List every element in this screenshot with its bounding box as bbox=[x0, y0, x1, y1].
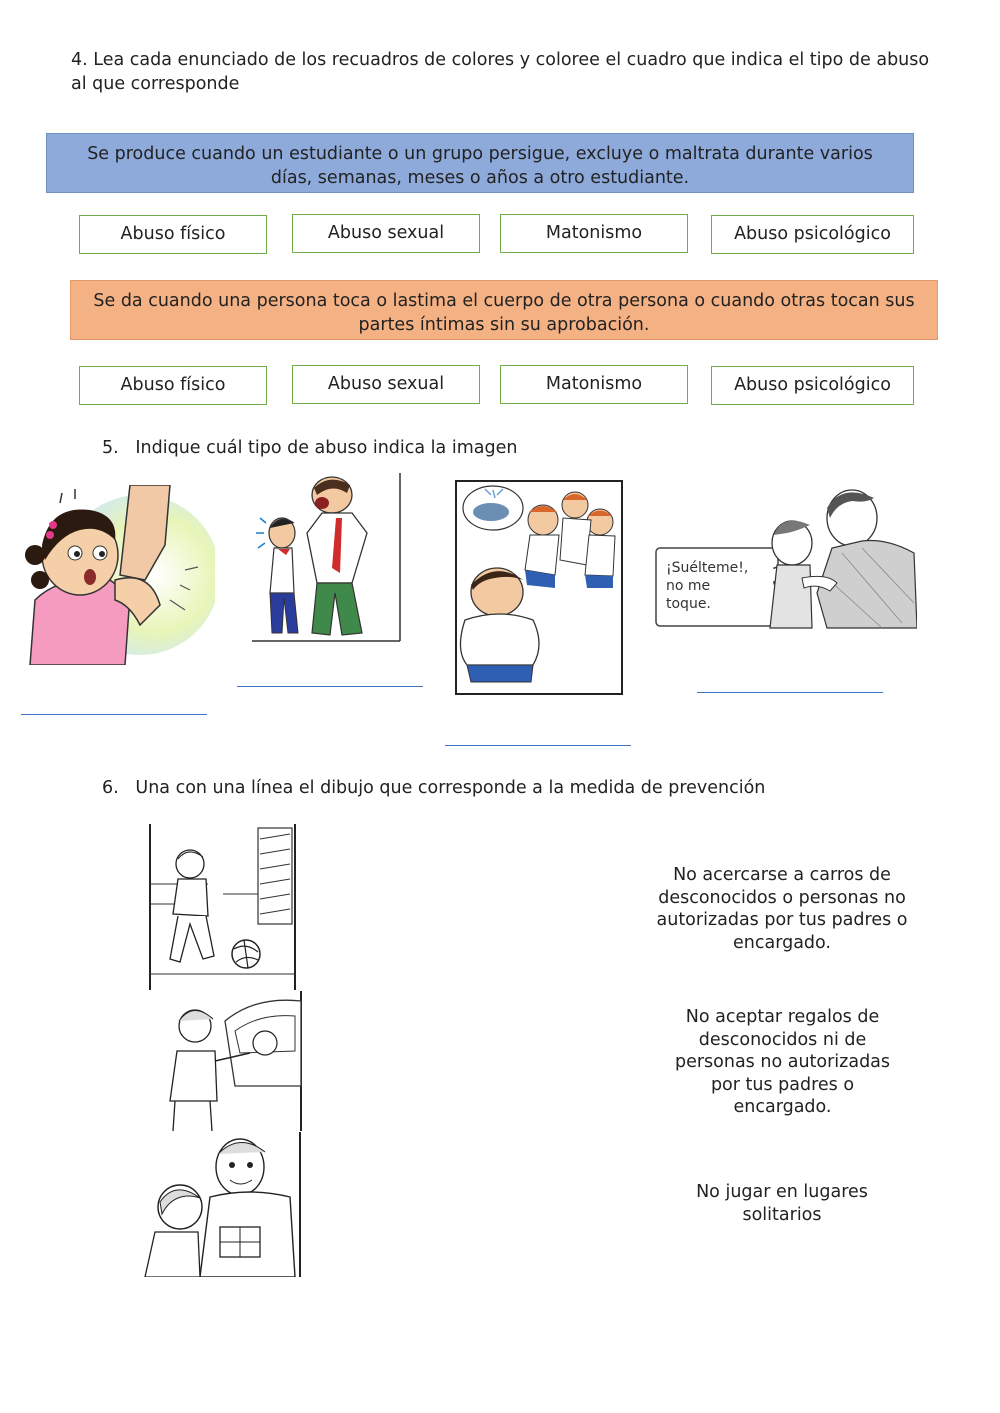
image-girl-grabbed-arm bbox=[20, 485, 215, 665]
q4-s2-option-abuso-sexual[interactable]: Abuso sexual bbox=[292, 365, 480, 404]
answer-line-image-4[interactable] bbox=[697, 692, 883, 693]
q4-s2-option-abuso-psicologico[interactable]: Abuso psicológico bbox=[711, 366, 914, 405]
q4-s1-option-matonismo[interactable]: Matonismo bbox=[500, 214, 688, 253]
q4-statement-2 bbox=[70, 280, 938, 340]
answer-line-image-2[interactable] bbox=[237, 686, 423, 687]
q4-s1-option-abuso-sexual[interactable]: Abuso sexual bbox=[292, 214, 480, 253]
answer-line-image-3[interactable] bbox=[445, 745, 631, 746]
image-bullying-boys bbox=[455, 480, 623, 695]
q4-statement-1 bbox=[46, 133, 914, 193]
speech-line-2: no me bbox=[666, 578, 711, 594]
prevention-measure-gifts[interactable]: No aceptar regalos de desconocidos ni de personas no autorizadas por tus padres o encargado. bbox=[674, 1007, 891, 1117]
q4-s1-option-abuso-fisico[interactable]: Abuso físico bbox=[79, 215, 267, 254]
q4-s1-option-abuso-psicologico[interactable]: Abuso psicológico bbox=[711, 215, 914, 254]
prevention-measure-cars[interactable]: No acercarse a carros de desconocidos o personas no autorizadas por tus padres o encargado. bbox=[656, 865, 908, 953]
q4-statement-1-text: Se produce cuando un estudiante o un grupo persigue, excluye o maltrata durante varios días, semanas, meses o años a otro estudiante. bbox=[87, 144, 873, 188]
image-child-playing-alone[interactable] bbox=[148, 824, 300, 990]
q5-prompt: 5. Indique cuál tipo de abuso indica la imagen bbox=[102, 438, 518, 458]
q4-s2-option-matonismo[interactable]: Matonismo bbox=[500, 365, 688, 404]
image-stranger-offering-gift[interactable] bbox=[140, 1132, 305, 1277]
answer-line-image-1[interactable] bbox=[21, 714, 207, 715]
image-man-grabbing-child bbox=[652, 483, 917, 633]
q6-prompt: 6. Una con una línea el dibujo que corresponde a la medida de prevención bbox=[102, 778, 766, 798]
q4-s2-option-abuso-fisico[interactable]: Abuso físico bbox=[79, 366, 267, 405]
prevention-measure-solitary-places[interactable]: No jugar en lugares solitarios bbox=[696, 1182, 868, 1225]
image-child-near-car[interactable] bbox=[155, 991, 305, 1131]
speech-line-1: ¡Suélteme!, bbox=[666, 560, 749, 576]
speech-bubble-text bbox=[666, 559, 770, 613]
q4-prompt: 4. Lea cada enunciado de los recuadros de colores y coloree el cuadro que indica el tipo de abuso al que corresponde bbox=[71, 50, 930, 94]
speech-line-3: toque. bbox=[666, 596, 711, 612]
q4-statement-2-text: Se da cuando una persona toca o lastima el cuerpo de otra persona o cuando otras tocan sus partes íntimas sin su aprobación. bbox=[93, 291, 915, 335]
image-man-shouting bbox=[252, 473, 402, 643]
